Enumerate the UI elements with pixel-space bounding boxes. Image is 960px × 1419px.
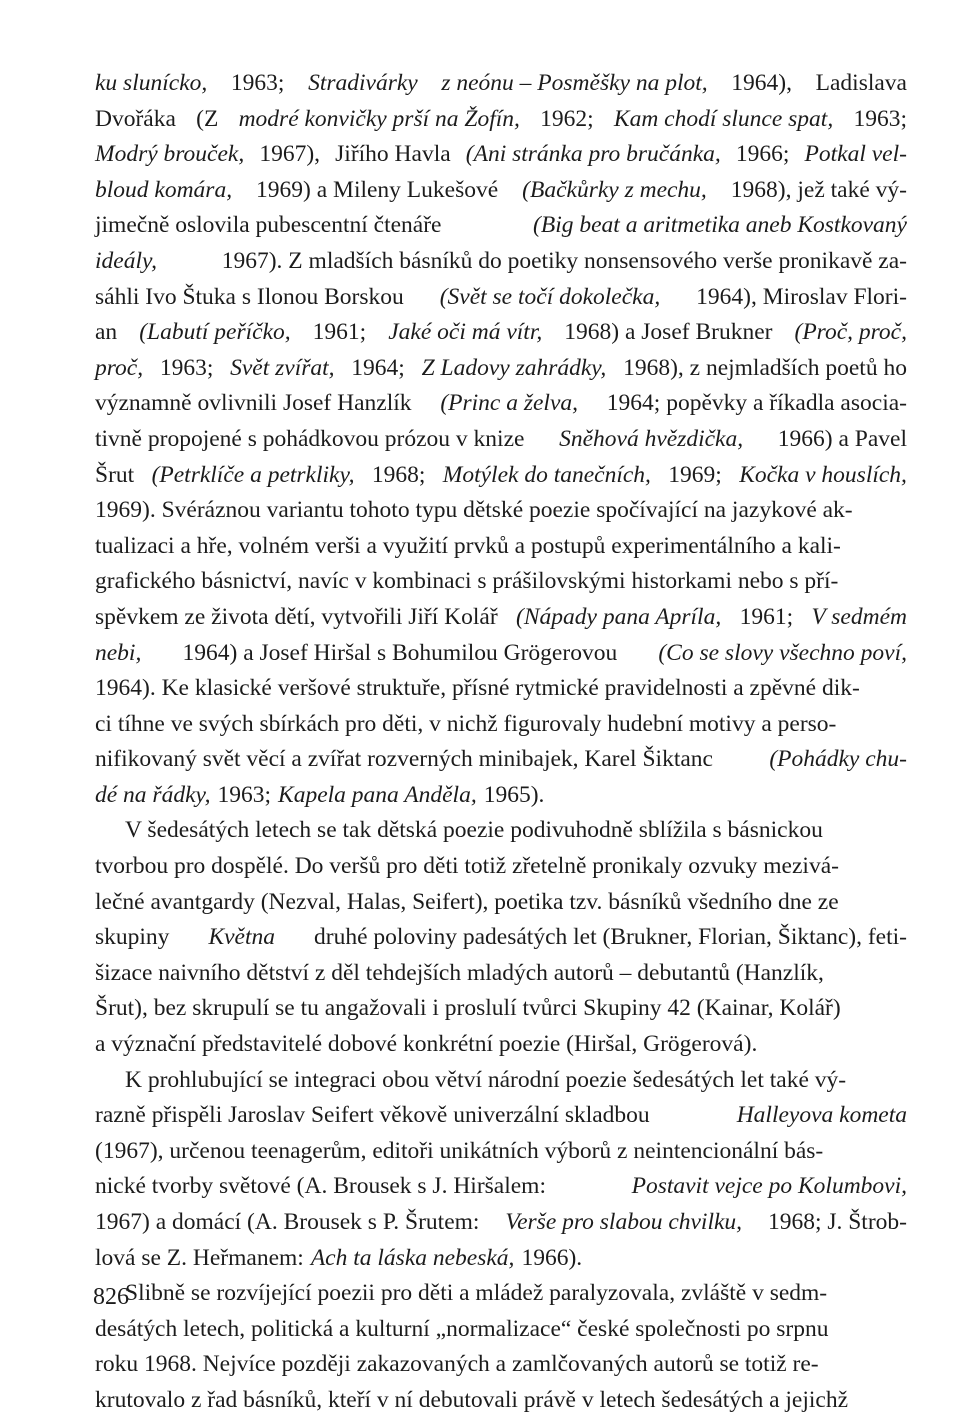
italic-title: Kapela pana Anděla, bbox=[278, 781, 477, 808]
text-line bbox=[95, 137, 907, 173]
text-segment: Šrut bbox=[95, 461, 135, 488]
text-line bbox=[95, 671, 907, 707]
text-segment: nifikovaný svět věcí a zvířat rozverných minibajek, Karel Šiktanc bbox=[95, 746, 713, 773]
text-segment: spěvkem ze života dětí, vytvořili Jiří Kolář bbox=[95, 603, 498, 630]
text-line bbox=[95, 386, 907, 422]
text-segment: nické tvorby světové (A. Brousek s J. Hiršalem: bbox=[95, 1173, 546, 1200]
text-segment: tivně propojené s pohádkovou prózou v knize bbox=[95, 425, 525, 452]
text-line bbox=[95, 1383, 907, 1419]
italic-title: Motýlek do tanečních, bbox=[442, 461, 651, 488]
text-line bbox=[95, 778, 907, 814]
text-line bbox=[95, 885, 907, 921]
text-segment: Jiřího Havla bbox=[335, 141, 451, 168]
text-line bbox=[95, 280, 907, 316]
text-line bbox=[95, 1134, 907, 1170]
text-line bbox=[95, 707, 907, 743]
text-segment: 1963; bbox=[217, 781, 272, 808]
text-segment: 1968), z nejmladších poetů ho bbox=[623, 354, 907, 381]
text-segment: 1966) a Pavel bbox=[777, 425, 907, 452]
text-line bbox=[95, 1027, 907, 1063]
text-segment: tvorbou pro dospělé. Do veršů pro děti totiž zřetelně pronikaly ozvuky mezivá- bbox=[95, 853, 839, 880]
text-line bbox=[95, 529, 907, 565]
italic-title: z neónu – Posměšky na plot, bbox=[441, 70, 708, 96]
text-segment: 1966). bbox=[521, 1244, 583, 1271]
italic-title: bloud komára, bbox=[95, 176, 233, 203]
text-line bbox=[95, 1312, 907, 1348]
text-segment: 1961; bbox=[739, 603, 794, 630]
text-line bbox=[95, 920, 907, 956]
text-segment: grafického básnictví, navíc v kombinaci s prášilovskými historkami nebo s pří- bbox=[95, 568, 839, 595]
text-segment: Ladislava bbox=[815, 70, 907, 96]
text-segment: 1964; popěvky a říkadla asocia- bbox=[606, 390, 907, 417]
italic-title: Potkal vel- bbox=[804, 141, 907, 168]
text-line bbox=[95, 956, 907, 992]
text-segment: an bbox=[95, 319, 118, 346]
text-segment: 1966; bbox=[735, 141, 790, 168]
text-segment: 1963; bbox=[853, 105, 907, 132]
text-segment: 1964), Miroslav Flori- bbox=[696, 283, 907, 310]
italic-title: ku slunícko, bbox=[95, 70, 208, 96]
text-segment: 1962; bbox=[540, 105, 594, 132]
text-segment: Šrut), bez skrupulí se tu angažovali i proslulí tvůrci Skupiny 42 (Kainar, Kolář) bbox=[95, 995, 841, 1022]
text-line bbox=[95, 991, 907, 1027]
text-line bbox=[95, 636, 907, 672]
text-line bbox=[95, 493, 907, 529]
text-segment: 1967), bbox=[259, 141, 321, 168]
italic-title: Modrý brouček, bbox=[95, 141, 245, 168]
italic-title: (Nápady pana Apríla, bbox=[516, 603, 722, 630]
italic-title: dé na řádky, bbox=[95, 781, 211, 808]
text-line bbox=[95, 458, 907, 494]
text-line bbox=[95, 1276, 907, 1312]
text-segment: tualizaci a hře, volném verši a využití prvků a postupů experimentálního a kali- bbox=[95, 532, 841, 559]
text-segment: šizace naivního dětství z děl tehdejších mladých autorů – debutantů (Hanzlík, bbox=[95, 959, 824, 986]
text-segment: ci tíhne ve svých sbírkách pro děti, v nichž figurovaly hudební motivy a perso- bbox=[95, 710, 837, 737]
text-segment: 1964; bbox=[351, 354, 405, 381]
italic-title: Z Ladovy zahrádky, bbox=[421, 354, 607, 381]
italic-title: Jaké oči má vítr, bbox=[388, 319, 543, 346]
italic-title: (Pohádky chu- bbox=[769, 746, 907, 773]
italic-title: Svět zvířat, bbox=[230, 354, 335, 381]
text-segment: desátých letech, politická a kulturní „normalizace“ české společnosti po srpnu bbox=[95, 1315, 829, 1342]
text-segment: lečné avantgardy (Nezval, Halas, Seifert), poetika tzv. básníků všedního dne ze bbox=[95, 888, 839, 915]
text-segment: lová se Z. Heřmanem: bbox=[95, 1244, 304, 1271]
text-line bbox=[95, 351, 907, 387]
italic-title: Sněhová hvězdička, bbox=[559, 425, 744, 452]
text-segment: razně přispěli Jaroslav Seifert věkově univerzální skladbou bbox=[95, 1102, 650, 1129]
italic-title: V sedmém bbox=[811, 603, 907, 630]
text-segment: 1968), jež také vý- bbox=[730, 176, 907, 203]
italic-title: (Ani stránka pro bručánka, bbox=[465, 141, 721, 168]
text-line bbox=[95, 564, 907, 600]
italic-title: modré konvičky prší na Žofín, bbox=[238, 105, 520, 132]
italic-title: (Bačkůrky z mechu, bbox=[522, 176, 707, 203]
text-segment: krutovalo z řad básníků, kteří v ní debutovali právě v letech šedesátých a jejichž bbox=[95, 1386, 849, 1413]
text-line bbox=[95, 1241, 907, 1277]
text-segment: a význační představitelé dobové konkrétní poezie (Hiršal, Grögerová). bbox=[95, 1031, 758, 1058]
text-segment: 1965). bbox=[483, 781, 545, 808]
italic-title: Května bbox=[208, 924, 276, 951]
italic-title: (Svět se točí dokolečka, bbox=[439, 283, 661, 310]
text-segment: Dvořáka bbox=[95, 105, 176, 132]
text-segment: 1961; bbox=[312, 319, 367, 346]
text-line bbox=[95, 813, 907, 849]
italic-title: (Princ a želva, bbox=[440, 390, 579, 417]
italic-title: Kam chodí slunce spat, bbox=[613, 105, 834, 132]
text-line bbox=[95, 849, 907, 885]
italic-title: Kočka v houslích, bbox=[739, 461, 907, 488]
text-line bbox=[95, 244, 907, 280]
text-line bbox=[95, 1205, 907, 1241]
text-segment: sáhli Ivo Štuka s Ilonou Borskou bbox=[95, 283, 404, 310]
italic-title: Verše pro slabou chvilku, bbox=[505, 1209, 743, 1235]
italic-title: Halleyova kometa bbox=[736, 1102, 907, 1129]
italic-title: (Co se slovy všechno poví, bbox=[658, 639, 907, 666]
text-line bbox=[95, 742, 907, 778]
text-line bbox=[95, 66, 907, 102]
text-segment: druhé poloviny padesátých let (Brukner, Florian, Šiktanc), feti- bbox=[314, 924, 907, 951]
text-segment: 1967) a domácí (A. Brousek s P. Šrutem: bbox=[95, 1209, 480, 1235]
text-segment: roku 1968. Nejvíce později zakazovaných a zamlčovaných autorů se totiž re- bbox=[95, 1351, 819, 1378]
text-segment: V šedesátých letech se tak dětská poezie podivuhodně sblížila s básnickou bbox=[125, 817, 823, 844]
text-segment: 1964). Ke klasické veršové struktuře, přísné rytmické pravidelnosti a zpěvné dik- bbox=[95, 675, 860, 702]
text-segment: (1967), určenou teenagerům, editoři unikátních výborů z neintencionální bás- bbox=[95, 1137, 824, 1164]
italic-title: proč, bbox=[95, 354, 144, 381]
text-segment: K prohlubující se integraci obou větví národní poezie šedesátých let také vý- bbox=[125, 1066, 847, 1093]
text-segment: 1969). Svéráznou variantu tohoto typu dětské poezie spočívající na jazykové ak- bbox=[95, 497, 853, 524]
text-segment: 1964) a Josef Hiršal s Bohumilou Grögerovou bbox=[182, 639, 618, 666]
text-segment: skupiny bbox=[95, 924, 170, 951]
text-segment: 1964), bbox=[731, 70, 792, 96]
text-segment: Slibně se rozvíjející poezii pro děti a mládež paralyzovala, zvláště v sedm- bbox=[125, 1280, 828, 1307]
text-segment: 1968; J. Štrob- bbox=[767, 1209, 907, 1235]
text-line bbox=[95, 173, 907, 209]
italic-title: nebi, bbox=[95, 639, 142, 666]
page-number: 826 bbox=[93, 1284, 129, 1310]
text-line bbox=[95, 600, 907, 636]
text-line bbox=[95, 422, 907, 458]
italic-title: ideály, bbox=[95, 247, 157, 274]
text-segment: jimečně oslovila pubescentní čtenáře bbox=[95, 212, 442, 239]
text-line bbox=[95, 1098, 907, 1134]
text-segment: 1967). Z mladších básníků do poetiky nonsensového verše pronikavě za- bbox=[221, 247, 907, 274]
text-segment: významně ovlivnili Josef Hanzlík bbox=[95, 390, 412, 417]
text-line bbox=[95, 315, 907, 351]
text-segment: 1969) a Mileny Lukešové bbox=[256, 176, 499, 203]
text-segment: 1968) a Josef Brukner bbox=[564, 319, 773, 346]
italic-title: Postavit vejce po Kolumbovi, bbox=[631, 1173, 907, 1200]
text-line bbox=[95, 102, 907, 138]
italic-title: (Proč, proč, bbox=[794, 319, 907, 346]
italic-title: (Petrklíče a petrkliky, bbox=[151, 461, 355, 488]
text-line bbox=[95, 1347, 907, 1383]
italic-title: Stradivárky bbox=[308, 70, 418, 96]
text-line bbox=[95, 208, 907, 244]
text-line bbox=[95, 1063, 907, 1099]
italic-title: (Big beat a aritmetika aneb Kostkovaný bbox=[533, 212, 907, 239]
italic-title: (Labutí peříčko, bbox=[139, 319, 291, 346]
text-segment: 1968; bbox=[371, 461, 426, 488]
text-segment: (Z bbox=[196, 105, 219, 132]
text-segment: 1969; bbox=[668, 461, 722, 488]
text-segment: 1963; bbox=[159, 354, 214, 381]
body-text bbox=[95, 66, 907, 1419]
text-line bbox=[95, 1169, 907, 1205]
text-segment: 1963; bbox=[230, 70, 285, 96]
italic-title: Ach ta láska nebeská, bbox=[310, 1244, 515, 1271]
